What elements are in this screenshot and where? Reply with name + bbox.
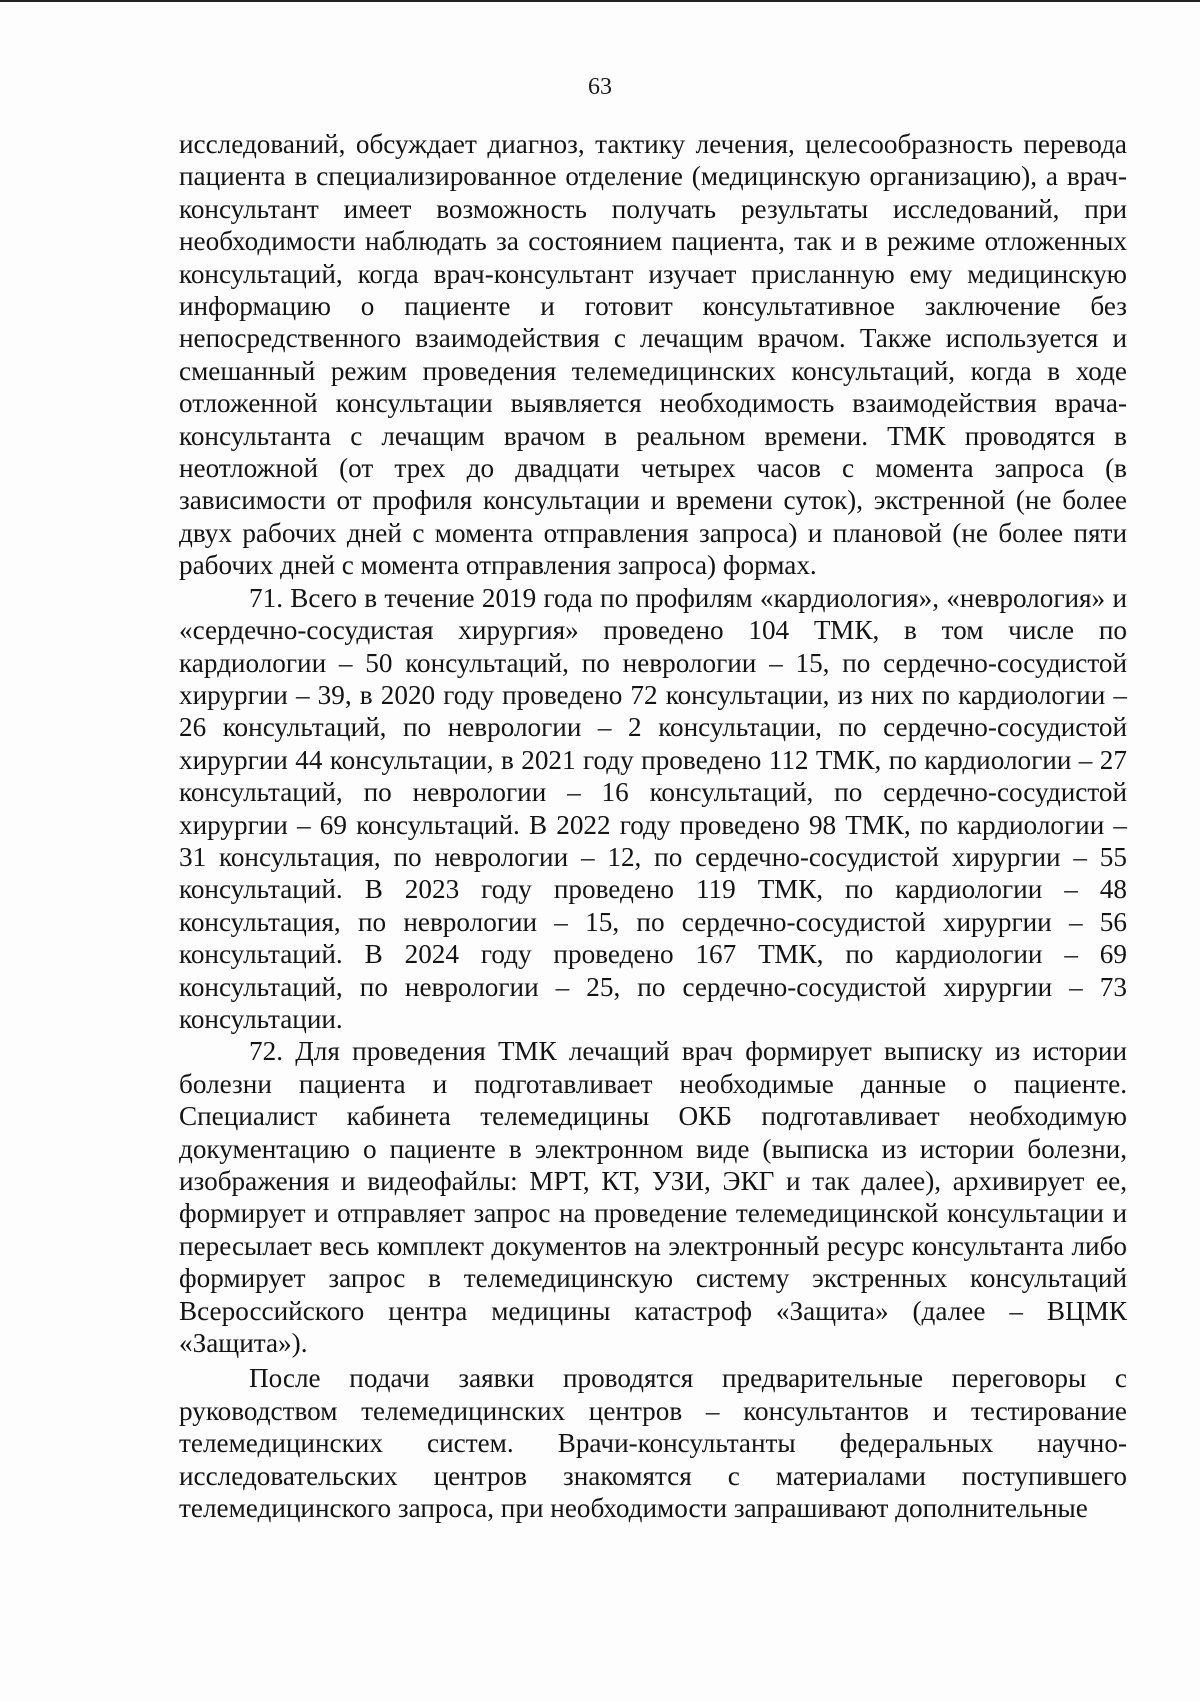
page-top-border [0,0,1200,2]
paragraph-72: 72. Для проведения ТМК лечащий врач формирует выписку из истории болезни пациента и подготавливает необходимые данные о пациенте. Специалист кабинета телемедицины ОКБ подготавливает необходимую документацию о пациенте в электронном виде (выписка из истории болезни, изображения и видеофайлы: МРТ, КТ, УЗИ, ЭКГ и так далее), архивирует ее, формирует и отправляет запрос на проведение телемедицинской консультации и пересылает весь комплект документов на электронный ресурс консультанта либо формирует запрос в телемедицинскую систему экстренных консультаций Всероссийского центра медицины катастроф «Защита» (далее – ВЦМК «Защита»). [179,1036,1127,1359]
document-body [179,128,1127,1524]
paragraph-continuation: исследований, обсуждает диагноз, тактику лечения, целесообразность перевода пациента в специализированное отделение (медицинскую организацию), а врач-консультант имеет возможность получать результаты исследований, при необходимости наблюдать за состоянием пациента, так и в режиме отложенных консультаций, когда врач-консультант изучает присланную ему медицинскую информацию о пациенте и готовит консультативное заключение без непосредственного взаимодействия с лечащим врачом. Также используется и смешанный режим проведения телемедицинских консультаций, когда в ходе отложенной консультации выявляется необходимость взаимодействия врача-консультанта с лечащим врачом в реальном времени. ТМК проводятся в неотложной (от трех до двадцати четырех часов с момента запроса (в зависимости от профиля консультации и времени суток), экстренной (не более двух рабочих дней с момента отправления запроса) и плановой (не более пяти рабочих дней с момента отправления запроса) формах. [179,129,1127,581]
page-number: 63 [588,74,612,100]
paragraph-after-application: После подачи заявки проводятся предварительные переговоры с руководством телемедицинских центров – консультантов и тестирование телемедицинских систем. Врачи-консультанты федеральных научно-исследовательских центров знакомятся с материалами поступившего телемедицинского запроса, при необходимости запрашивают дополнительные [179,1363,1127,1524]
paragraph-71: 71. Всего в течение 2019 года по профилям «кардиология», «неврология» и «сердечно-сосудистая хирургия» проведено 104 ТМК, в том числе по кардиологии – 50 консультаций, по неврологии – 15, по сердечно-сосудистой хирургии – 39, в 2020 году проведено 72 консультации, из них по кардиологии – 26 консультаций, по неврологии – 2 консультации, по сердечно-сосудистой хирургии 44 консультации, в 2021 году проведено 112 ТМК, по кардиологии – 27 консультаций, по неврологии – 16 консультаций, по сердечно-сосудистой хирургии – 69 консультаций. В 2022 году проведено 98 ТМК, по кардиологии – 31 консультация, по неврологии – 12, по сердечно-сосудистой хирургии – 55 консультаций. В 2023 году проведено 119 ТМК, по кардиологии – 48 консультация, по неврологии – 15, по сердечно-сосудистой хирургии – 56 консультаций. В 2024 году проведено 167 ТМК, по кардиологии – 69 консультаций, по неврологии – 25, по сердечно-сосудистой хирургии – 73 консультации. [179,582,1127,1034]
